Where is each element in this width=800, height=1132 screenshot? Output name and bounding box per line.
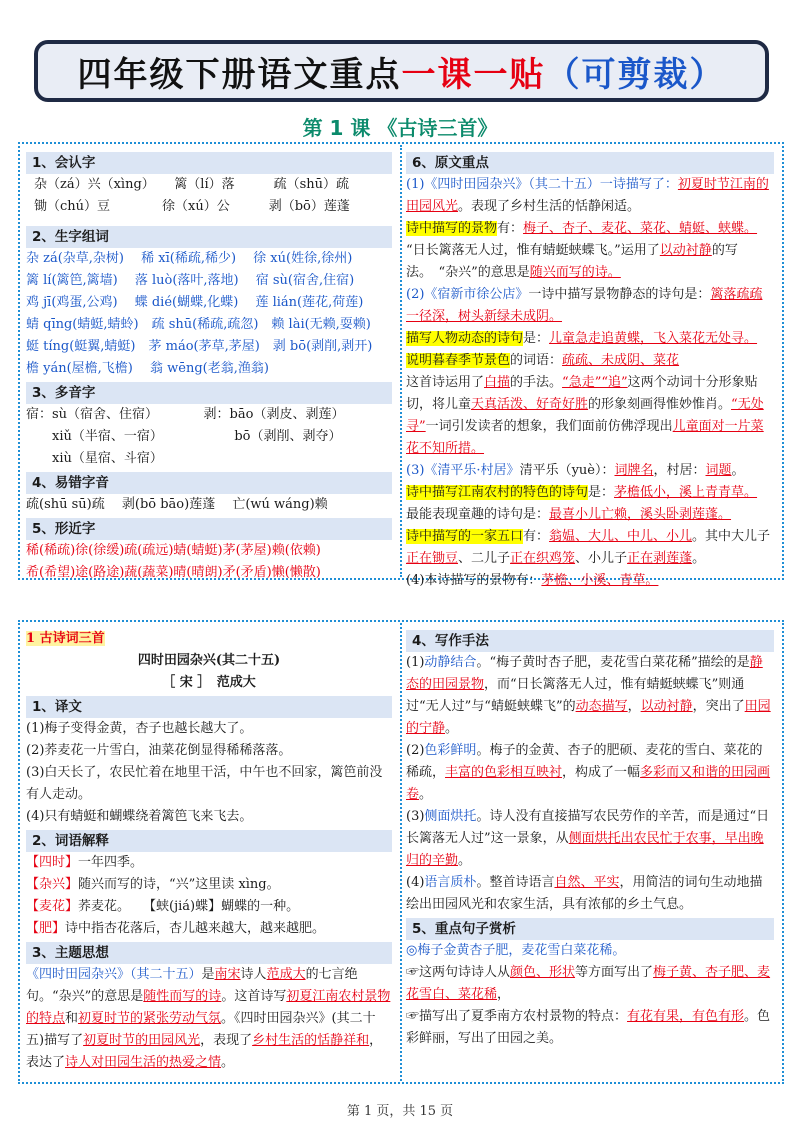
paragraph: (1)《四时田园杂兴》（其二十五）一诗描写了：初夏时节江南的田园风光。表现了乡村生活的恬静闲适。: [406, 177, 769, 214]
top-divider: [400, 145, 402, 577]
paragraph: 最能表现童趣的诗句是：最喜小儿亡赖，溪头卧剥莲蓬。: [406, 507, 732, 522]
paragraph: (4)本诗描写的景物有：茅檐、小溪、青草。: [406, 573, 659, 588]
section-title: 1、译文: [26, 696, 392, 718]
text-row: xiǔ（半宿、一宿） bō（剥削、剥夺）: [26, 429, 342, 444]
text-row: 希(希望)途(路途)蔬(蔬菜)晴(晴朗)矛(矛盾)懒(懒散): [26, 565, 321, 580]
paragraph: 诗中描写的一家五口有：翁媪、大儿、中儿、小儿。其中大儿子正在锄豆、二儿子正在织鸡笼、小儿子正在剥莲蓬。: [406, 529, 771, 566]
paragraph: (2)色彩鲜明。梅子的金黄、杏子的肥硕、麦花的雪白、菜花的稀疏，丰富的色彩相互映衬，构成了一幅多彩而又和谐的田园画卷。: [406, 743, 771, 802]
text-row: (2)荞麦花一片雪白，油菜花倒显得稀稀落落。: [26, 743, 292, 758]
section-title: 2、词语解释: [26, 830, 392, 852]
text-row: 蜻 qīng(蜻蜓,蜻蛉) 疏 shū(稀疏,疏忽) 赖 lài(无赖,耍赖): [26, 317, 371, 332]
paragraph: ☞这两句诗诗人从颜色、形状等方面写出了梅子黄、杏子肥、麦花雪白、菜花稀，: [406, 965, 771, 1002]
text-row: 锄（chú）豆 徐（xú）公 剥（bō）莲蓬: [34, 199, 350, 214]
paragraph: 说明暮春季节景色的词语：疏疏、未成阴、菜花: [406, 353, 680, 368]
paragraph: 描写人物动态的诗句是：儿童急走追黄蝶，飞入菜花无处寻。: [406, 331, 758, 346]
key-sentence: ◎梅子金黄杏子肥，麦花雪白菜花稀。: [406, 943, 626, 958]
section-title: 6、原文重点: [406, 152, 774, 174]
paragraph: (4)语言质朴。整首诗语言自然、平实，用简洁的词句生动地描绘出田园风光和农家生活，具有浓郁的乡土气息。: [406, 875, 763, 912]
paragraph: 《四时田园杂兴》（其二十五）是南宋诗人范成大的七言绝句。“杂兴”的意思是随性而写的诗。这首诗写初夏江南农村景物的特点和初夏时节的紧张劳动气氛。《四时田园杂兴》(其二十五)描写了初夏时节的田园风光，表现了乡村生活的恬静祥和，表达了诗人对田园生活的热爱之情。: [26, 967, 391, 1070]
poem-title: 四时田园杂兴(其二十五): [137, 653, 281, 668]
section-title: 3、多音字: [26, 382, 392, 404]
text-row: 【麦花】荞麦花。 【蛱(jiá)蝶】蝴蝶的一种。: [26, 899, 300, 914]
bottom-right-column: [406, 628, 774, 1050]
banner-highlight: 一课一贴: [401, 54, 546, 95]
page-banner: [34, 40, 769, 102]
text-row: 檐 yán(屋檐,飞檐) 翁 wēng(老翁,渔翁): [26, 361, 269, 376]
paragraph: ☞描写出了夏季南方农村景物的特点：有花有果，有色有形。色彩鲜丽，写出了田园之美。: [406, 1009, 771, 1046]
text-row: (4)只有蜻蜓和蝴蝶绕着篱笆飞来飞去。: [26, 809, 253, 824]
banner-note: （可剪裁）: [545, 54, 726, 95]
paragraph: “日长篱落无人过，惟有蜻蜓蛱蝶飞。”运用了以动衬静的写法。 “杂兴”的意思是随兴而写的诗。: [406, 243, 738, 280]
top-left-column: [26, 150, 392, 584]
paragraph: (3)《清平乐·村居》清平乐（yuè）：词牌名，村居：词题。: [406, 463, 745, 478]
paragraph: (3)侧面烘托。诗人没有直接描写农民劳作的辛苦，而是通过“日长篱落无人过”这一景象，从侧面烘托出农民忙于农事，早出晚归的辛勤。: [406, 809, 770, 868]
text-row: xiù（星宿、斗宿）: [26, 451, 163, 466]
text-row: 篱 lí(篱笆,篱墙) 落 luò(落叶,落地) 宿 sù(宿舍,住宿): [26, 273, 355, 288]
section-title: 4、写作手法: [406, 630, 774, 652]
section-title: 3、主题思想: [26, 942, 392, 964]
section-title: 4、易错字音: [26, 472, 392, 494]
text-row: 【四时】一年四季。: [26, 855, 144, 870]
text-row: 【杂兴】随兴而写的诗，“兴”这里读 xìng。: [26, 877, 280, 892]
paragraph: 这首诗运用了白描的手法。“急走”“追”这两个动词十分形象贴切，将儿童天真活泼、好奇好胜的形象刻画得惟妙惟肖。“无处寻”一词引发读者的想象，我们面前仿佛浮现出儿童面对一片菜花不知所措。: [406, 375, 764, 456]
bottom-left-column: [26, 628, 392, 1074]
text-row: 【肥】诗中指杏花落后，杏儿越来越大，越来越肥。: [26, 921, 326, 936]
page-number: 第 1 页，共 15 页: [346, 1104, 454, 1119]
text-row: (1)梅子变得金黄，杏子也越长越大了。: [26, 721, 253, 736]
section-title: 5、重点句子赏析: [406, 918, 774, 940]
text-row: 蜓 tíng(蜓翼,蜻蜓) 茅 máo(茅草,茅屋) 剥 bō(剥削,剥开): [26, 339, 373, 354]
text-row: 杂 zá(杂草,杂树) 稀 xī(稀疏,稀少) 徐 xú(姓徐,徐州): [26, 251, 353, 266]
section-title: 1、会认字: [26, 152, 392, 174]
text-row: (3)白天长了，农民忙着在地里干活，中午也不回家，篱笆前没有人走动。: [26, 765, 383, 802]
paragraph: (2)《宿新市徐公店》一诗中描写景物静态的诗句是：篱落疏疏一径深，树头新绿未成阴。: [406, 287, 763, 324]
paragraph: (1)动静结合。“梅子黄时杏子肥，麦花雪白菜花稀”描绘的是静态的田园景物，而“日长篱落无人过，惟有蜻蜓蛱蝶飞”则通过“无人过”与“蜻蜓蛱蝶飞”的动态描写，以动衬静，突出了田园的宁静。: [406, 655, 771, 736]
text-row: 疏(shū sū)疏 剥(bō bāo)莲蓬 亡(wú wáng)赖: [26, 497, 328, 512]
text-row: 宿：sù（宿舍、住宿） 剥：bāo（剥皮、剥莲）: [26, 407, 345, 422]
section-title: 2、生字组词: [26, 226, 392, 248]
top-right-column: [406, 150, 774, 592]
text-row: 杂（zá）兴（xìng） 篱（lí）落 疏（shū）疏: [34, 177, 350, 192]
chapter-tag: 1 古诗词三首: [26, 631, 105, 646]
section-title: 5、形近字: [26, 518, 392, 540]
paragraph: 诗中描写江南农村的特色的诗句是：茅檐低小，溪上青青草。: [406, 485, 758, 500]
text-row: 鸡 jī(鸡蛋,公鸡) 蝶 dié(蝴蝶,化蝶) 莲 lián(莲花,荷莲): [26, 295, 364, 310]
poem-author: ［ 宋 ］ 范成大: [162, 675, 256, 690]
text-row: 稀(稀疏)徐(徐缓)疏(疏远)蜻(蜻蜓)茅(茅屋)赖(依赖): [26, 543, 321, 558]
banner-title: 四年级下册语文重点: [77, 54, 402, 95]
lesson-title: 第 1 课 《古诗三首》: [302, 116, 498, 140]
paragraph: 诗中描写的景物有：梅子、杏子、麦花、菜花、蜻蜓、蛱蝶。: [406, 221, 758, 236]
bottom-divider: [400, 623, 402, 1081]
